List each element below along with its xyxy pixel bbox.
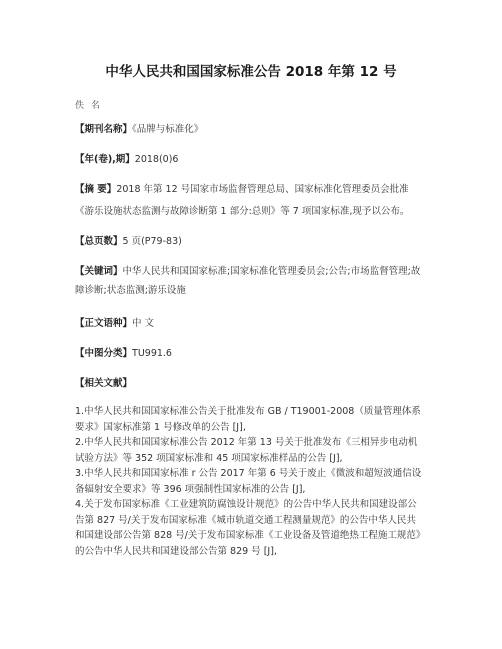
field-value: 2018 年第 12 号国家市场监督管理总局、国家标准化管理委员会批准 (116, 184, 409, 195)
field-keywords (75, 264, 440, 280)
field-value: 《品牌与标准化》 (132, 124, 204, 135)
field-label: 【年(卷),期】 (75, 154, 135, 165)
reference-line: 告第 827 号/关于发布国家标准《城市轨道交通工程测量规范》的公告中华人民共 (75, 514, 416, 526)
author: 佚 名 (75, 101, 102, 111)
reference-item[interactable] (75, 435, 445, 466)
field-related-literature (75, 376, 440, 392)
field-classification (75, 346, 440, 362)
reference-line: 1.中华人民共和国国家标准公告关于批准发布 GB / T19001-2008（质量管理体系 (75, 406, 421, 417)
field-label: 【摘 要】 (75, 184, 117, 195)
field-value: TU991.6 (132, 348, 172, 359)
document-title: 中华人民共和国国家标准公告 2018 年第 12 号 (105, 64, 397, 80)
field-label: 【相关文献】 (75, 378, 133, 389)
field-value: 5 页(P79-83) (122, 236, 182, 247)
reference-list (75, 404, 445, 559)
field-abstract (75, 182, 440, 198)
reference-line: 2.中华人民共和国国家标准公告 2012 年第 13 号关于批准发布《三相异步电动机 (75, 437, 418, 448)
reference-line: 试验方法》等 352 项国家标准和 45 项国家标准样品的公告 [J], (75, 452, 343, 464)
field-pages (75, 234, 440, 250)
field-value: 中华人民共和国国家标准;国家标准化管理委员会;公告;市场监督管理;故 (122, 266, 421, 277)
reference-line: 4.关于发布国家标准《工业建筑防腐蚀设计规范》的公告中华人民共和国建设部公 (75, 499, 417, 510)
keywords-line-2: 障诊断;状态监测;游乐设施 (75, 285, 186, 296)
abstract-line-2: 《游乐设施状态监测与故障诊断第 1 部分:总则》等 7 项国家标准,现予以公布。 (75, 206, 410, 217)
reference-line: 要求》国家标准第 1 号修改单的公告 [J], (75, 421, 246, 433)
field-label: 【期刊名称】 (75, 124, 133, 135)
field-label: 【总页数】 (75, 236, 123, 247)
field-value: 中 文 (132, 318, 155, 329)
reference-item[interactable] (75, 404, 445, 435)
reference-item[interactable] (75, 497, 445, 559)
reference-line: 的公告中华人民共和国建设部公告第 829 号 [J], (75, 545, 277, 557)
reference-line: 3.中华人民共和国国家标准 r 公告 2017 年第 6 号关于废止《微波和超短波通信设 (75, 468, 422, 479)
field-journal (75, 122, 440, 138)
field-value: 2018(0)6 (134, 154, 179, 165)
reference-item[interactable] (75, 466, 445, 497)
reference-line: 和国建设部公告第 828 号/关于发布国家标准《工业设备及管道绝热工程施工规范》 (75, 530, 426, 541)
reference-line: 备辐射安全要求》等 396 项强制性国家标准的公告 [J], (75, 483, 306, 495)
field-label: 【关键词】 (75, 266, 123, 277)
field-year-issue (75, 152, 440, 168)
field-label: 【中图分类】 (75, 348, 133, 359)
field-language (75, 316, 440, 332)
field-label: 【正文语种】 (75, 318, 133, 329)
